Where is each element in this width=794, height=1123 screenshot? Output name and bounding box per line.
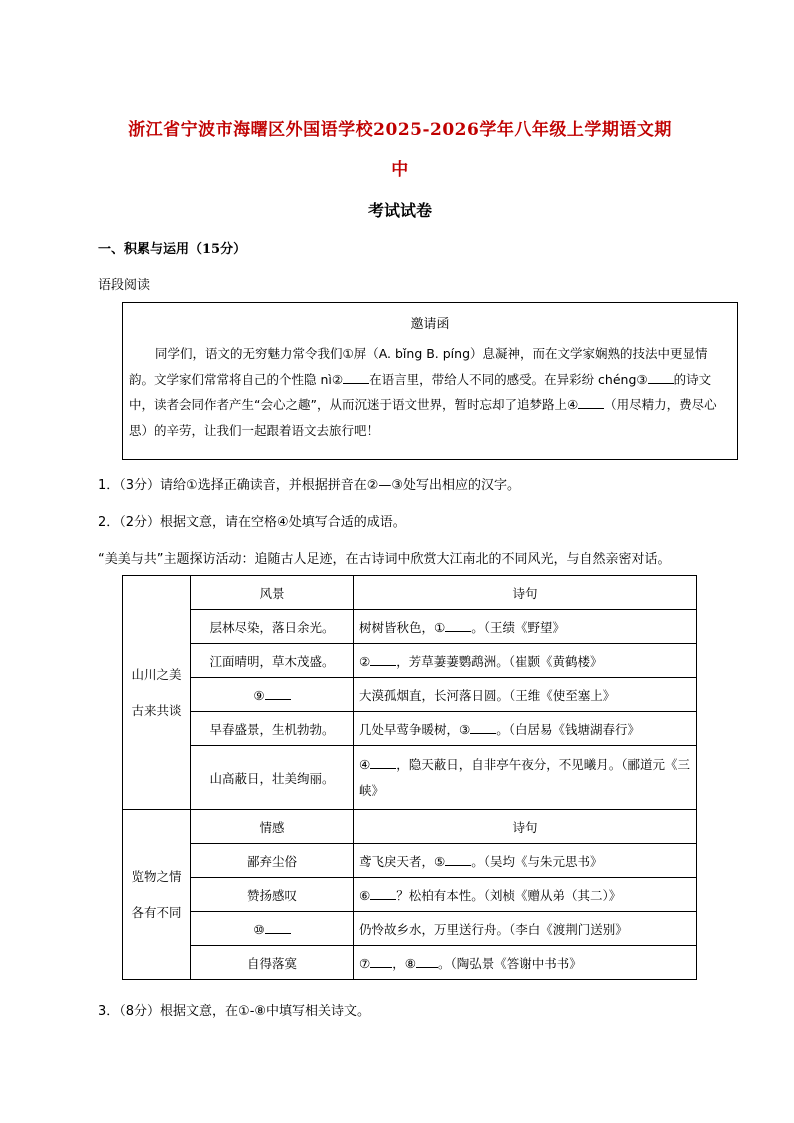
poem-cell: ② ，芳草萋萋鹦鹉洲。（崔颢《黄鹤楼》 — [354, 644, 697, 678]
poem-cell: 树树皆秋色，① 。（王绩《野望》 — [354, 610, 697, 644]
invitation-body — [129, 341, 731, 443]
poem-cell: 鸢飞戾天者，⑤ 。（吴均《与朱元思书》 — [354, 844, 697, 878]
scenery-cell: 层林尽染，落日余光。 — [191, 610, 354, 644]
poem-cell: 大漠孤烟直，长河落日圆。（王维《使至塞上》 — [354, 678, 697, 712]
document-title-line2: 中 — [391, 160, 409, 180]
poetry-table — [122, 575, 697, 980]
poem-cell: 仍怜故乡水，万里送行舟。（李白《渡荆门送别》 — [354, 912, 697, 946]
blank-10[interactable] — [265, 920, 291, 934]
table-row — [123, 678, 697, 712]
blank-poem-5[interactable] — [445, 852, 471, 866]
emotion-cell: ⑩ — [191, 912, 354, 946]
question-3: 3．（8分）根据文意，在①-⑧中填写相关诗文。 — [98, 1004, 371, 1019]
invitation-text-4: （用尽精力，费尽心思）的辛劳，让我们一起跟着语文去旅行吧！ — [129, 397, 717, 438]
blank-poem-4[interactable] — [370, 755, 396, 769]
invitation-title: 邀请函 — [410, 317, 450, 332]
passage-label: 语段阅读 — [98, 278, 151, 293]
emotion-cell: 自得落寞 — [191, 946, 354, 980]
table-row — [123, 878, 697, 912]
blank-4[interactable] — [578, 395, 604, 409]
table-row — [123, 610, 697, 644]
poem-cell: ⑥ ？松柏有本性。（刘桢《赠从弟（其二）》 — [354, 878, 697, 912]
invitation-box — [122, 302, 738, 460]
blank-poem-3[interactable] — [470, 720, 496, 734]
invitation-text-2: 在语言里，带给人不同的感受。在异彩纷 chéng③ — [369, 371, 648, 387]
blank-poem-8[interactable] — [416, 954, 438, 968]
blank-poem-1[interactable] — [445, 618, 471, 632]
activity-intro: “美美与共”主题探访活动：追随古人足迹，在古诗词中欣赏大江南北的不同风光，与自然亲密对话。 — [98, 552, 671, 567]
invitation-text-1: 同学们，语文的无穷魅力常令我们①屏（A. bǐng B. píng）息凝神，而在文学家娴熟的技法中更显情韵。文学家们常常将自己的个性隐 nì② — [129, 346, 708, 387]
table-row — [123, 712, 697, 746]
emotion-cell: 赞扬感叹 — [191, 878, 354, 912]
blank-2[interactable] — [343, 370, 369, 384]
document-subtitle: 考试试卷 — [367, 201, 432, 220]
group1-col-header-scenery: 风景 — [191, 576, 354, 610]
table-row — [123, 746, 697, 810]
group1-col-header-poem: 诗句 — [354, 576, 697, 610]
blank-3[interactable] — [648, 370, 674, 384]
emotion-cell: 鄙弃尘俗 — [191, 844, 354, 878]
blank-poem-6[interactable] — [370, 886, 396, 900]
section-heading: 一、积累与运用（15分） — [98, 242, 247, 257]
scenery-cell: 早春盛景，生机勃勃。 — [191, 712, 354, 746]
group2-name: 览物之情 各有不同 — [123, 810, 191, 980]
group1-name: 山川之美 古来共谈 — [123, 576, 191, 810]
question-2: 2．（2分）根据文意，请在空格④处填写合适的成语。 — [98, 515, 406, 530]
table-row — [123, 912, 697, 946]
blank-poem-2[interactable] — [370, 652, 396, 666]
poem-cell: ④ ，隐天蔽日，自非亭午夜分，不见曦月。（郦道元《三峡》 — [354, 746, 697, 810]
table-row — [123, 644, 697, 678]
scenery-cell: 江面晴明，草木茂盛。 — [191, 644, 354, 678]
table-row — [123, 844, 697, 878]
poem-cell: 几处早莺争暖树，③ 。（白居易《钱塘湖春行》 — [354, 712, 697, 746]
invitation-text-3: 的诗文中，读者会同作者产生“会心之趣”，从而沉迷于语文世界，暂时忘却了追梦路上④ — [129, 371, 712, 412]
blank-poem-7[interactable] — [370, 954, 392, 968]
document-title-line1: 浙江省宁波市海曙区外国语学校2025-2026学年八年级上学期语文期 — [128, 120, 672, 140]
blank-9[interactable] — [265, 686, 291, 700]
group2-col-header-emotion: 情感 — [191, 810, 354, 844]
question-1: 1．（3分）请给①选择正确读音，并根据拼音在②—③处写出相应的汉字。 — [98, 478, 521, 493]
scenery-cell: 山高蔽日，壮美绚丽。 — [191, 746, 354, 810]
scenery-cell: ⑨ — [191, 678, 354, 712]
poem-cell: ⑦ ，⑧ 。（陶弘景《答谢中书书》 — [354, 946, 697, 980]
group2-col-header-poem: 诗句 — [354, 810, 697, 844]
table-row — [123, 946, 697, 980]
